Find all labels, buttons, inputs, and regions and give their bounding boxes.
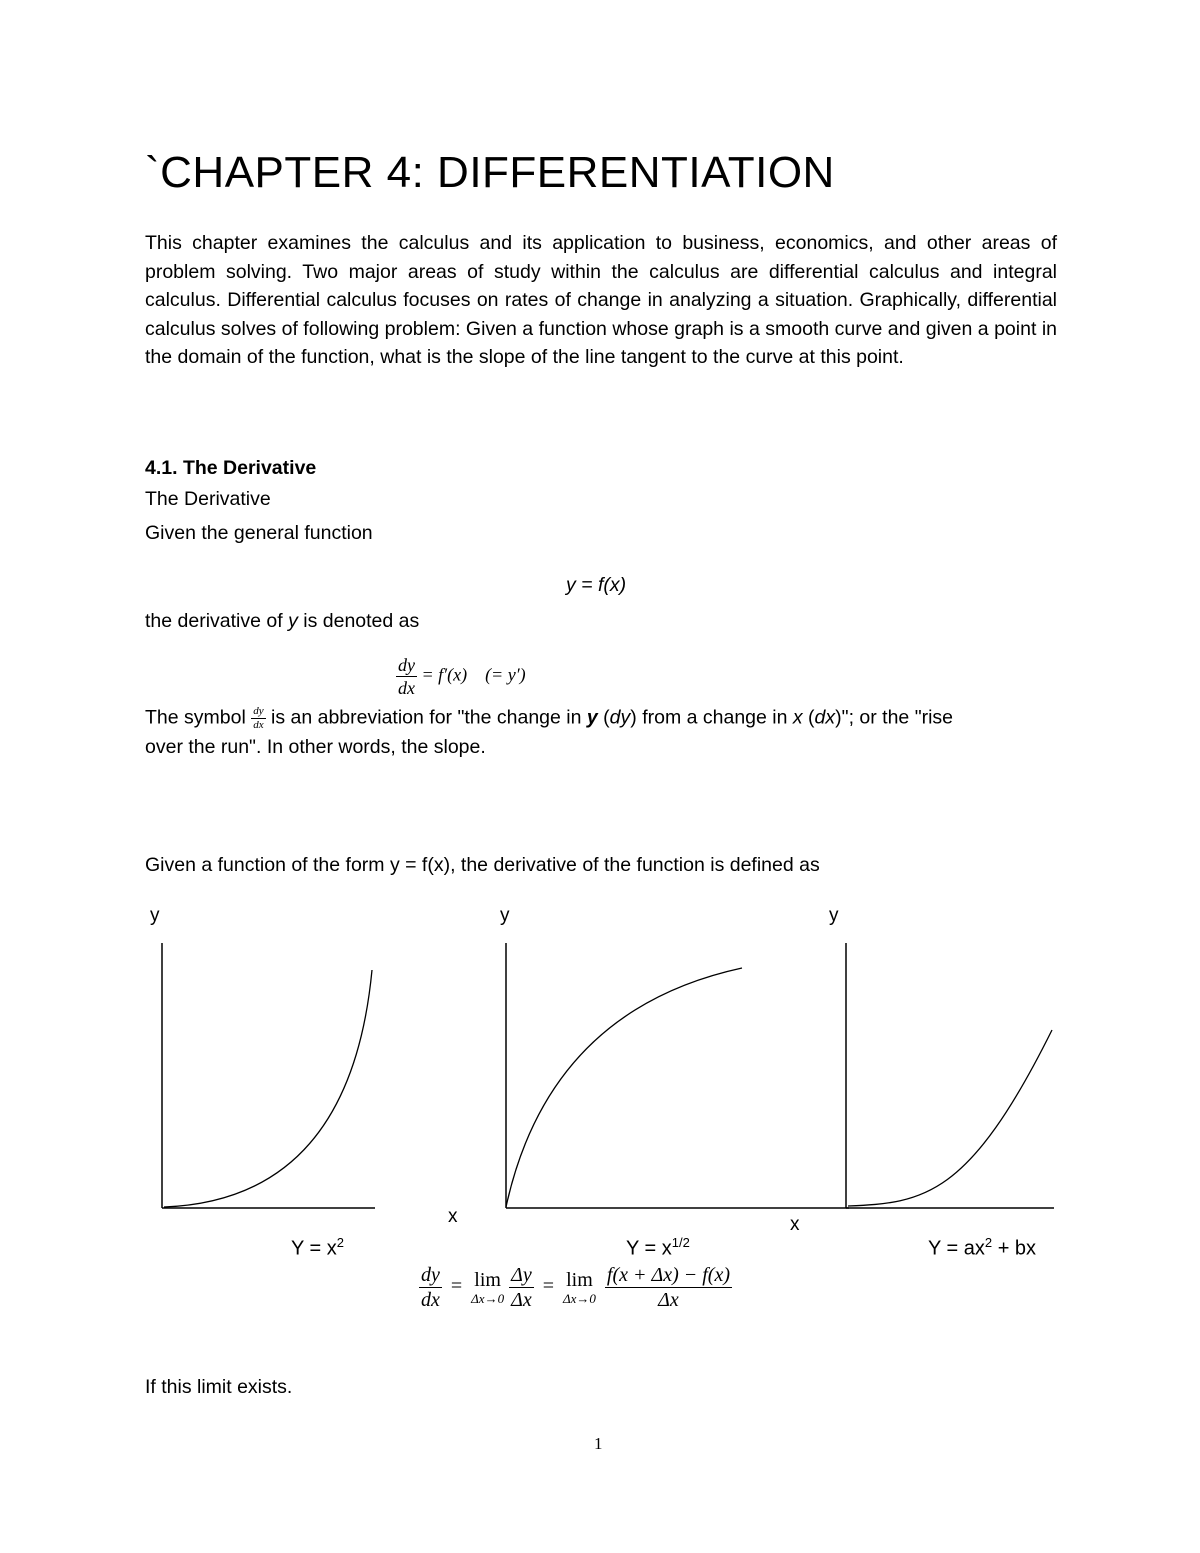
- lf-lim-1-word: lim: [474, 1269, 501, 1291]
- graph-2-curve: [506, 968, 742, 1207]
- symbol-paren-open-2: (: [802, 706, 815, 729]
- lf-lim-2: [563, 1270, 596, 1305]
- lf-rhs-frac: [605, 1265, 732, 1310]
- page-number: 1: [594, 1434, 603, 1453]
- lf-lhs-frac: [419, 1265, 442, 1310]
- symbol-paren-open: (: [597, 706, 610, 729]
- symbol-x: x: [792, 706, 803, 729]
- graph-2-caption: [626, 1235, 690, 1261]
- lf-rhs-num: f(x + Δx) − f(x): [606, 1264, 731, 1286]
- symbol-frac-den: dx: [253, 719, 264, 731]
- graph-1-plot: [150, 935, 390, 1220]
- graph-1-curve: [164, 970, 372, 1207]
- graph-3-caption-tail: + bx: [992, 1237, 1037, 1260]
- defined-as-text: Given a function of the form y = f(x), the derivative of the function is defined as: [145, 854, 820, 876]
- function-display: y = f(x): [566, 574, 627, 596]
- lf-eq-2: =: [542, 1275, 554, 1298]
- derivative-intro-pre: the derivative of: [145, 610, 289, 632]
- lf-lhs-num: dy: [421, 1264, 440, 1286]
- deriv-rhs: = f′(x) (= y′): [421, 664, 526, 685]
- derivative-notation: [396, 656, 526, 697]
- graph-2-y-label: y: [500, 905, 510, 926]
- chapter-title: `CHAPTER 4: DIFFERENTIATION: [145, 148, 835, 197]
- lf-rhs-den: Δx: [658, 1289, 679, 1311]
- graph-1-y-label: y: [150, 905, 160, 926]
- derivative-intro-var: y: [288, 610, 298, 632]
- derivative-intro-post: is denoted as: [297, 610, 420, 632]
- graph-3-caption: [928, 1235, 1036, 1261]
- graph-1-caption-base: Y = x: [291, 1237, 337, 1260]
- graph-1-caption-sup: 2: [336, 1235, 345, 1250]
- graph-2-caption-base: Y = x: [626, 1237, 672, 1260]
- lf-lim-1: [471, 1270, 504, 1305]
- symbol-end: )"; or the "rise: [835, 706, 954, 729]
- given-general-function: Given the general function: [145, 522, 373, 544]
- lf-lhs-den: dx: [421, 1289, 440, 1311]
- graph-2-x-label: x: [790, 1214, 800, 1235]
- symbol-frac-num: dy: [253, 705, 264, 717]
- graph-3-y-label: y: [829, 905, 839, 926]
- graph-2-caption-sup: 1/2: [671, 1235, 690, 1250]
- graph-1-caption: [291, 1235, 344, 1261]
- symbol-post-a: is an abbreviation for "the change in: [265, 706, 587, 729]
- section-heading: 4.1. The Derivative: [145, 457, 317, 479]
- lf-mid-num: Δy: [511, 1264, 532, 1286]
- deriv-den: dx: [398, 678, 415, 698]
- symbol-line-2: over the run". In other words, the slope.: [145, 736, 486, 758]
- graph-3-curve: [848, 1030, 1052, 1206]
- symbol-pre: The symbol: [145, 706, 252, 729]
- closing-text: If this limit exists.: [145, 1376, 293, 1398]
- lf-lim-2-sub: Δx→0: [562, 1291, 596, 1306]
- limit-formula: [419, 1265, 732, 1310]
- symbol-dx: dx: [814, 706, 836, 729]
- deriv-fraction: [396, 656, 417, 697]
- symbol-fraction: [251, 706, 265, 731]
- symbol-line-1: [145, 706, 953, 731]
- lf-lim-2-word: lim: [566, 1269, 593, 1291]
- graph-3-caption-base: Y = ax: [928, 1237, 985, 1260]
- deriv-num: dy: [398, 655, 415, 675]
- symbol-y: y: [586, 706, 598, 729]
- lf-mid-den: Δx: [511, 1289, 532, 1311]
- graph-3-caption-sup: 2: [984, 1235, 993, 1250]
- lf-lim-1-sub: Δx→0: [471, 1291, 505, 1306]
- derivative-intro: [145, 610, 419, 633]
- graph-3-plot: [834, 935, 1064, 1220]
- lf-eq-1: =: [450, 1275, 463, 1298]
- symbol-dy: dy: [609, 706, 631, 729]
- lf-mid-frac: [509, 1265, 534, 1310]
- intro-paragraph: This chapter examines the calculus and its application to business, economics, and other areas of problem solving. Two major areas of study within the calculus are differential calculus and integral calculus. Differential calculus focuses on rates of change in analyzing a situation. Graphically, differential calculus solves of following problem: Given a function whose graph is a smooth curve and given a point in the domain of the function, what is the slope of the line tangent to the curve at this point.: [145, 232, 1057, 369]
- symbol-mid: ) from a change in: [630, 706, 793, 729]
- graph-1-x-label: x: [448, 1206, 458, 1227]
- subheading: The Derivative: [145, 488, 271, 510]
- graph-2-plot: [494, 935, 854, 1220]
